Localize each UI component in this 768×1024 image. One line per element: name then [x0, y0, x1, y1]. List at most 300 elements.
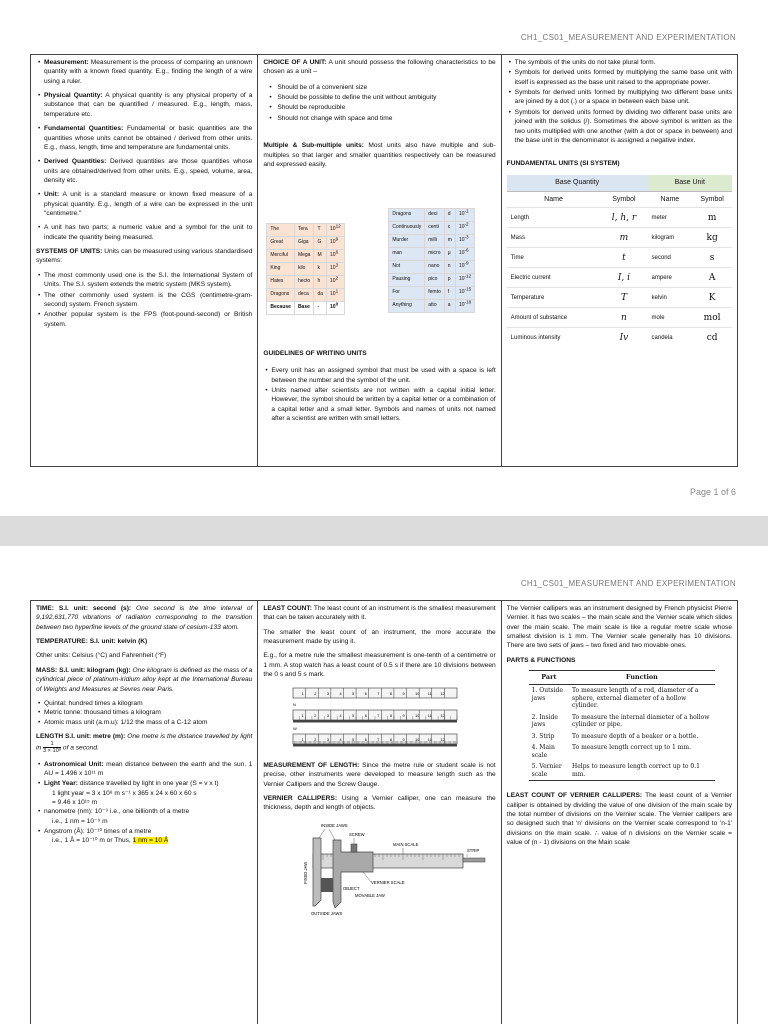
unit-symbol: cd	[692, 328, 732, 348]
si-system-item: • The most commonly used one is the S.I. the International System of Units. The S.I. system extends the metric system (MKS system).	[36, 271, 252, 290]
quantity-symbol: Iv	[600, 328, 647, 348]
ruler-tick-label: 3	[327, 737, 330, 742]
si-units-table	[507, 175, 732, 348]
quantity-symbol: T	[600, 288, 647, 308]
exponent: 9	[335, 236, 339, 242]
mnemonic-word: Dragons	[389, 209, 425, 222]
ruler-tick-label: 10	[415, 713, 420, 718]
multiple-units	[263, 141, 495, 169]
list-item: • Should be reproducible	[263, 103, 495, 112]
exponent: 2	[335, 275, 339, 281]
exponent: -15	[464, 286, 472, 292]
ruler-tick-label: 9	[402, 737, 406, 742]
ruler-tick-label: 9	[402, 691, 406, 696]
prefix-name: atto	[425, 300, 445, 313]
table-row	[507, 248, 732, 268]
prefix-power: $10^{-1}$	[455, 209, 474, 222]
ruler-tick-label: 1	[301, 713, 305, 718]
definition: A unit is a standard measure or known fixed measure of a physical quantity. E.g., length of a wire can be expressed in the unit "centimetre."	[44, 191, 253, 218]
light-year-calc: 1 light year = 3 x 10⁸ m s⁻¹ x 365 x 24 x 60 x 60 s	[52, 789, 197, 797]
vernier-calliper-diagram	[263, 818, 495, 918]
ruler-tick-label: 4	[339, 691, 342, 696]
column-2	[258, 601, 501, 1024]
label-vernier-scale: VERNIER SCALE	[371, 879, 405, 885]
ruler-tick-label: 12	[440, 737, 445, 742]
definition: The least count of an instrument is the smallest measurement that can be taken accurately with it.	[263, 605, 496, 622]
ruler-tick-label: 2	[314, 713, 317, 718]
exponent: 6	[335, 249, 339, 255]
prefix-symbol: d	[444, 209, 455, 222]
term: Unit:	[44, 191, 60, 199]
ruler-middle	[293, 710, 457, 723]
prefix-symbol: μ	[444, 248, 455, 261]
term: Derived Quantities:	[44, 158, 107, 166]
least-count-vernier	[507, 791, 732, 847]
exponent: -1	[464, 208, 469, 214]
definition: of a second.	[62, 744, 99, 752]
ruler-tick-label: 7	[377, 691, 380, 696]
ruler-tick-label: 12	[440, 713, 445, 718]
prefix-name: deci	[425, 209, 445, 222]
column-1	[31, 601, 258, 1024]
nanometre-item: • nanometre (nm): 10⁻⁹ i.e., one billionth of a metre	[36, 807, 252, 816]
unit-symbol: A	[692, 268, 732, 288]
ruler-tick-label: 2	[314, 691, 317, 696]
term: Measurement:	[44, 59, 89, 66]
strip-shape	[463, 858, 485, 862]
table-row	[529, 731, 715, 743]
temperature-other-units: Other units: Celsius (°C) and Fahrenheit (°F)	[36, 652, 167, 660]
unit-name: candela	[648, 328, 693, 348]
ruler-tick-label: 3	[327, 691, 330, 696]
section-heading: TIME: S.I. unit: second (s):	[36, 605, 132, 612]
part-name: 2. Inside jaws	[531, 713, 558, 729]
ruler-tick-label: 10	[415, 691, 420, 696]
exponent: 3	[335, 262, 339, 268]
part-name: 4. Main scale	[531, 744, 555, 759]
list-item: • Should be possible to define the unit without ambiguity	[263, 93, 495, 102]
temperature-heading: TEMPERATURE: S.I. unit: kelvin (K)	[36, 638, 148, 646]
unit-symbol: K	[692, 288, 732, 308]
table-row	[529, 685, 715, 712]
prefix-power: $10^1$	[327, 289, 345, 302]
table-row	[267, 302, 344, 315]
label-outside-jaws: OUTSIDE JAWS	[311, 910, 343, 916]
section-text: A unit should possess the following characteristics to be chosen as a unit –	[263, 59, 496, 76]
prefix-name: Giga	[294, 237, 314, 250]
mass-unit-item: • Atomic mass unit (a.m.u): 1/12 the mass of a C-12 atom	[36, 718, 252, 727]
term: Light Year:	[44, 780, 78, 788]
section-text: Units can be measured using various standardised systems:	[36, 248, 253, 265]
measurement-of-length	[263, 761, 495, 789]
section-heading: LENGTH S.I. unit: metre (m):	[36, 732, 126, 740]
ruler-tick-label: 6	[365, 737, 368, 742]
parts-heading: PARTS & FUNCTIONS	[506, 656, 576, 664]
light-year-calc: = 9.46 x 10¹⁵ m	[52, 799, 98, 807]
definition: One kilogram is defined as the mass of a cylindrical piece of platinum-iridium alloy kept at the International Bureau of Weights and Measures at Sevres near Paris.	[36, 666, 253, 693]
section-text: The least count of a Vernier calliper is obtained by dividing the value of one division of the main scale by the total number of divisions on the Vernier scale. The Vernier callipers are so designed such that 'n' divisions on the Vernier scale correspond to 'n-1' divisions on the main scale. ∴ value of n divisions on the Vernier scale = value of (n - 1) divisions on the Main scale	[506, 792, 732, 847]
label-object: OBJECT	[343, 885, 360, 891]
label-fixed-jaw: FIXED JAW	[303, 861, 309, 884]
unit-symbol: s	[692, 248, 732, 268]
prefix-name: deca	[294, 289, 314, 302]
quantity-name: Length	[507, 208, 601, 228]
page-header: CH1_CS01_MEASUREMENT AND EXPERIMENTATION	[520, 579, 736, 588]
prefix-name: kilo	[294, 263, 314, 276]
prefix-power: $10^0$	[327, 302, 345, 315]
prefix-name: pico	[425, 274, 445, 287]
table-row	[529, 742, 715, 761]
quantity-symbol: l, h, r	[600, 208, 647, 228]
ruler-label: N	[293, 701, 297, 707]
screw-shape	[351, 844, 357, 852]
prefix-name: nano	[425, 261, 445, 274]
prefix-power: $10^6$	[327, 250, 345, 263]
prefix-symbol: m	[444, 235, 455, 248]
table-row	[267, 289, 344, 302]
ruler-bottom	[293, 734, 457, 747]
least-count-note: The smaller the least count of an instrument, the more accurate the measurement made by using it.	[263, 628, 496, 646]
prefix-name: femto	[425, 287, 445, 300]
column-3	[502, 601, 737, 1024]
part-function: To measure length correct up to 1 mm.	[572, 744, 692, 752]
object-shape	[321, 878, 333, 892]
mnemonic-word: Continuously	[389, 222, 425, 235]
parts-table-body	[529, 685, 715, 781]
definition: One second is the time interval of 9,192,631,770 vibrations of radiation corresponding to the transition between two hyperfine levels of the ground state of cesium-133 atom.	[36, 605, 253, 631]
exponent: -9	[464, 260, 469, 266]
ruler-tick-label: 5	[352, 737, 355, 742]
unit-name: kelvin	[648, 288, 693, 308]
unit-rule: • The symbols of the units do not take plural form.	[507, 58, 732, 67]
list-item: • Should be of a convenient size	[263, 83, 495, 92]
mnemonic-word: Dragons	[267, 289, 295, 302]
column-3	[502, 55, 737, 466]
unit-name: meter	[648, 208, 693, 228]
term: Astronomical Unit:	[44, 760, 104, 768]
prefix-symbol: p	[444, 274, 455, 287]
unit-name: second	[648, 248, 693, 268]
section-text: Using a Vernier calliper, one can measure the thickness, depth and length of objects.	[263, 794, 496, 812]
prefix-power: $10^{-6}$	[455, 248, 474, 261]
unit-name: mole	[648, 308, 693, 328]
ruler-tick-label: 7	[377, 713, 380, 718]
prefix-name: milli	[425, 235, 445, 248]
mnemonic-word: Hates	[267, 276, 295, 289]
prefix-symbol: h	[314, 276, 327, 289]
guideline-item: • Every unit has an assigned symbol that must be used with a space is left between the number and the symbol of the unit.	[263, 366, 495, 385]
ruler-tick-label: 11	[428, 737, 433, 742]
group-header: Base Unit	[648, 175, 732, 191]
prefix-symbol: f	[444, 287, 455, 300]
denominator: 3 × 10⁸	[42, 748, 62, 755]
label-inside-jaws: INSIDE JAWS	[321, 822, 348, 828]
prefix-name: centi	[425, 222, 445, 235]
unit-name: ampere	[648, 268, 693, 288]
table-row	[389, 209, 475, 222]
table-row	[389, 261, 475, 274]
fraction	[43, 741, 61, 754]
section-heading: Multiple & Sub-multiple units:	[263, 142, 364, 150]
table-row	[389, 300, 475, 313]
nanometre-eq: i.e., 1 nm = 10⁻⁹ m	[52, 817, 108, 825]
part-name: 5. Vernier scale	[529, 761, 569, 781]
prefix-symbol: G	[314, 237, 327, 250]
quantity-symbol: n	[600, 308, 647, 328]
column-header: Symbol	[700, 195, 724, 203]
part-name: 3. Strip	[531, 732, 555, 740]
systems-of-units	[36, 247, 252, 266]
prefix-name: Base	[294, 302, 314, 315]
label-movable-jaw: MOVABLE JAW	[355, 892, 386, 898]
ruler-tick-label: 7	[377, 737, 380, 742]
guidelines-heading: GUIDELINES OF WRITING UNITS	[263, 350, 367, 357]
prefix-symbol: da	[314, 289, 327, 302]
unit-name: kilogram	[648, 228, 693, 248]
prefix-power: $10^{-12}$	[455, 274, 474, 287]
exponent: -12	[464, 273, 472, 279]
ruler-tick-label: 8	[390, 737, 393, 742]
mnemonic-word: For	[389, 287, 425, 300]
quantity-name: Temperature	[507, 288, 601, 308]
ruler-top	[293, 688, 457, 698]
page-header: CH1_CS01_MEASUREMENT AND EXPERIMENTATION	[520, 33, 736, 42]
column-header: Name	[544, 195, 563, 203]
mnemonic-word: Not	[389, 261, 425, 274]
term: Fundamental Quantities:	[44, 125, 124, 133]
mass-unit-item: • Metric tonne: thousand times a kilogram	[36, 708, 252, 717]
table-row	[267, 263, 344, 276]
submultiples-table	[388, 208, 475, 313]
table-row	[507, 308, 732, 328]
mnemonic-word: Pausing	[389, 274, 425, 287]
length-section	[36, 732, 252, 755]
mnemonic-word: man	[389, 248, 425, 261]
exponent: 12	[335, 223, 341, 229]
section-heading: MEASUREMENT OF LENGTH:	[263, 761, 360, 769]
si-heading: FUNDAMENTAL UNITS (SI SYSTEM)	[506, 160, 620, 168]
cgs-system-item: • The other commonly used system is the CGS (centimetre-gram-second) system. French system	[36, 291, 252, 310]
unit-symbol: m	[692, 208, 732, 228]
quantity-name: Electric current	[507, 268, 601, 288]
label-main-scale: MAIN SCALE	[393, 841, 419, 847]
table-row	[507, 268, 732, 288]
ruler-tick-label: 11	[428, 713, 433, 718]
least-count-example: E.g., for a metre rule the smallest measurement is one-tenth of a centimetre or 1 mm. A stop watch has a least count of 0.5 s if there are 10 divisions between the 0 s and 5 s mark.	[263, 652, 496, 679]
ruler-tick-label: 8	[390, 713, 393, 718]
ruler-tick-label: 6	[365, 691, 368, 696]
table-row	[507, 208, 732, 228]
unit-definition	[36, 190, 252, 218]
prefix-power: $10^{12}$	[327, 224, 345, 237]
prefix-power: $10^{-2}$	[455, 222, 474, 235]
quantity-name: Amount of substance	[507, 308, 601, 328]
exponent: -6	[464, 247, 469, 253]
definition: Fundamental or basic quantities are the quantities whose units cannot be obtained / derived from other units. E.g., mass, length, time and temperature are fundamental units.	[44, 125, 253, 151]
vernier-intro: The Vernier callipers was an instrument designed by French physicist Pierre Vernier. It has two scales – the main scale and the Vernier scale which slides over the main scale. The main scale is like a regular metre scale whose smallest division is 1 mm. The Vernier scale generally has 10 divisions. There are two sets of jaws – two fixed and two movable ones.	[506, 605, 732, 650]
table-row	[267, 237, 344, 250]
equation: i.e., 1 Å = 10⁻¹⁰ m or Thus,	[52, 837, 131, 845]
unit-symbol: kg	[692, 228, 732, 248]
quantity-symbol: m	[600, 228, 647, 248]
ruler-tick-label: 10	[415, 737, 420, 742]
ruler-tick-label: 4	[339, 737, 342, 742]
unit-rule: • Symbols for derived units formed by multiplying two different base units are joined by a dot (.) or a space in between each base unit.	[507, 88, 732, 107]
mnemonic-word: The	[267, 224, 295, 237]
section-text: Since the metre rule or student scale is not precise, other instruments were developed to measure length such as the Vernier Callipers and the Screw Gauge.	[263, 761, 496, 788]
prefix-name: micro	[425, 248, 445, 261]
part-function: To measure the internal diameter of a hollow cylinder or pipe.	[572, 713, 710, 729]
definition: A physical quantity is any physical property of a substance that can be quantified / measured. E.g., length, mass, temperature etc.	[44, 92, 253, 118]
parts-functions-table	[529, 670, 715, 781]
ruler-tick-label: 1	[301, 737, 305, 742]
time-section	[36, 604, 252, 632]
prefix-name: Tera	[294, 224, 314, 237]
mnemonic-word: Great	[267, 237, 295, 250]
mnemonic-word: Anything	[389, 300, 425, 313]
mnemonic-word: Because	[267, 302, 295, 315]
quantity-name: Time	[507, 248, 601, 268]
label-strip: STRIP	[467, 847, 480, 853]
quantity-name: Luminous intensity	[507, 328, 601, 348]
derived-quantities-definition	[36, 157, 252, 185]
measurement-definition	[36, 58, 252, 86]
section-heading: SYSTEMS OF UNITS:	[36, 248, 103, 256]
prefix-name: hecto	[294, 276, 314, 289]
table-row	[507, 328, 732, 348]
definition: Measurement is the process of comparing an unknown quantity with a known fixed quantity. E.g., finding the length of a wire using a ruler.	[44, 59, 253, 85]
prefix-name: Mega	[294, 250, 314, 263]
exponent: -3	[464, 234, 469, 240]
ruler-label: W	[293, 725, 298, 731]
quantity-symbol: t	[600, 248, 647, 268]
guideline-item: • Units named after scientists are not written with a capital initial letter. However, the symbol should be written by a capital letter or a combination of a capital letter and a small letter. Symbols and names of units not named after a scientist are written with small letters.	[263, 386, 495, 423]
numerator: 1	[43, 741, 61, 748]
page-number: Page 1 of 6	[689, 487, 736, 497]
part-function: To measure length of a rod, diameter of a sphere, external diameter of a hollow cylinder.	[572, 687, 699, 710]
section-heading: MASS: S.I. unit: kilogram (kg):	[36, 666, 131, 674]
section-heading: VERNIER CALLIPERS:	[263, 794, 338, 802]
multiples-table	[266, 223, 344, 315]
prefix-power: $10^2$	[327, 276, 345, 289]
light-year	[36, 779, 252, 788]
mass-section	[36, 666, 252, 694]
ruler-tick-label: 12	[440, 691, 445, 696]
column-header: Name	[660, 195, 680, 203]
exponent: -2	[464, 221, 469, 227]
definition: mean distance between the earth and the sun. 1 AU = 1.496 x 10¹¹ m	[44, 760, 253, 777]
table-row	[507, 228, 732, 248]
prefix-power: $10^{-3}$	[455, 235, 474, 248]
section-heading: LEAST COUNT:	[263, 605, 312, 612]
part-function: To measure depth of a beaker or a bottle.	[572, 732, 699, 740]
ruler-tick-label: 3	[327, 713, 330, 718]
ruler-tick-label: 4	[339, 713, 342, 718]
ruler-tick-label: 8	[390, 691, 393, 696]
exponent: 0	[335, 301, 339, 307]
ruler-tick-label: 2	[314, 737, 317, 742]
section-heading: LEAST COUNT OF VERNIER CALLIPERS:	[506, 792, 643, 800]
column-header: Function	[569, 671, 715, 685]
section-heading: CHOICE OF A UNIT:	[263, 59, 327, 66]
mnemonic-word: Murder	[389, 235, 425, 248]
physical-quantity-definition	[36, 91, 252, 119]
ruler-tick-label: 11	[428, 691, 433, 696]
section-text: Most units also have multiple and sub-multiples so that larger and smaller quantities respectively can be measured and expressed easily.	[263, 142, 496, 168]
choice-list	[263, 83, 495, 123]
column-header: Part	[529, 671, 569, 685]
fundamental-quantities-definition	[36, 124, 252, 152]
si-table-body	[507, 208, 732, 348]
part-function: Helps to measure length correct up to 0.1 mm.	[569, 761, 715, 781]
unit-rule: • Symbols for derived units formed by multiplying the same base unit with itself is expressed as the base unit raised to the appropriate power.	[507, 68, 732, 87]
prefix-power: $10^{-15}$	[455, 287, 474, 300]
unit-rule: • Symbols for derived units formed by dividing two different base units are joined with the solidus (/). Sometimes the above symbol is written as the two units multiplied with one another (with a dot or space in between) and the base unit in the denominator is assigned a negative index.	[507, 108, 732, 145]
definition: distance travelled by light in one year (S = v x t)	[79, 780, 219, 788]
least-count	[263, 604, 495, 623]
label-screw: SCREW	[349, 831, 365, 837]
angstrom-eq	[36, 836, 252, 845]
table-row	[389, 222, 475, 235]
table-row	[389, 248, 475, 261]
definition: Derived quantities are those quantities whose units are obtained/derived from other units. E.g., speed, volume, area, density etc.	[44, 158, 253, 184]
table-row	[507, 288, 732, 308]
prefix-power: $10^3$	[327, 263, 345, 276]
mnemonic-word: Merciful	[267, 250, 295, 263]
prefix-symbol: M	[314, 250, 327, 263]
fps-system-item: • Another popular system is the FPS (foot-pound-second) or British system.	[36, 310, 252, 329]
table-row	[529, 712, 715, 731]
fixed-jaw-shape	[313, 838, 321, 906]
ruler-tick-label: 5	[352, 691, 355, 696]
prefix-power: $10^9$	[327, 237, 345, 250]
prefix-symbol: -	[314, 302, 327, 315]
content-grid	[30, 600, 738, 1024]
mass-unit-item: • Quintal: hundred times a kilogram	[36, 699, 252, 708]
ruler-illustration	[291, 686, 495, 755]
column-1	[31, 55, 258, 466]
table-row	[389, 287, 475, 300]
vernier-calliper-illustration	[263, 818, 495, 921]
prefix-symbol: a	[444, 300, 455, 313]
table-row	[267, 276, 344, 289]
quantity-symbol: I, i	[600, 268, 647, 288]
ruler-tick-label: 6	[365, 713, 368, 718]
astronomical-unit	[36, 760, 252, 779]
part-name: 1. Outside jaws	[531, 687, 563, 702]
definition: One metre is the distance travelled by light in	[36, 732, 253, 752]
table-row	[529, 761, 715, 781]
prefix-symbol: n	[444, 261, 455, 274]
prefix-power: $10^{-9}$	[455, 261, 474, 274]
highlighted-equation: 1 nm = 10 Å	[132, 837, 169, 845]
exponent: 1	[335, 288, 339, 294]
mnemonic-word: King	[267, 263, 295, 276]
quantity-name: Mass	[507, 228, 601, 248]
term: Physical Quantity:	[44, 92, 103, 100]
unit-parts-note: • A unit has two parts; a numeric value and a symbol for the unit to indicate the quantity being measured.	[36, 223, 252, 242]
unit-symbol: mol	[692, 308, 732, 328]
prefix-symbol: k	[314, 263, 327, 276]
table-row	[389, 274, 475, 287]
prefix-symbol: T	[314, 224, 327, 237]
page-2	[0, 546, 768, 1024]
prefix-power: $10^{-18}$	[455, 300, 474, 313]
table-row	[267, 224, 344, 237]
ruler-tick-label: 1	[301, 691, 305, 696]
angstrom-item: • Angstrom (Å): 10⁻¹⁰ times of a metre	[36, 827, 252, 836]
guidelines-section	[263, 349, 495, 429]
